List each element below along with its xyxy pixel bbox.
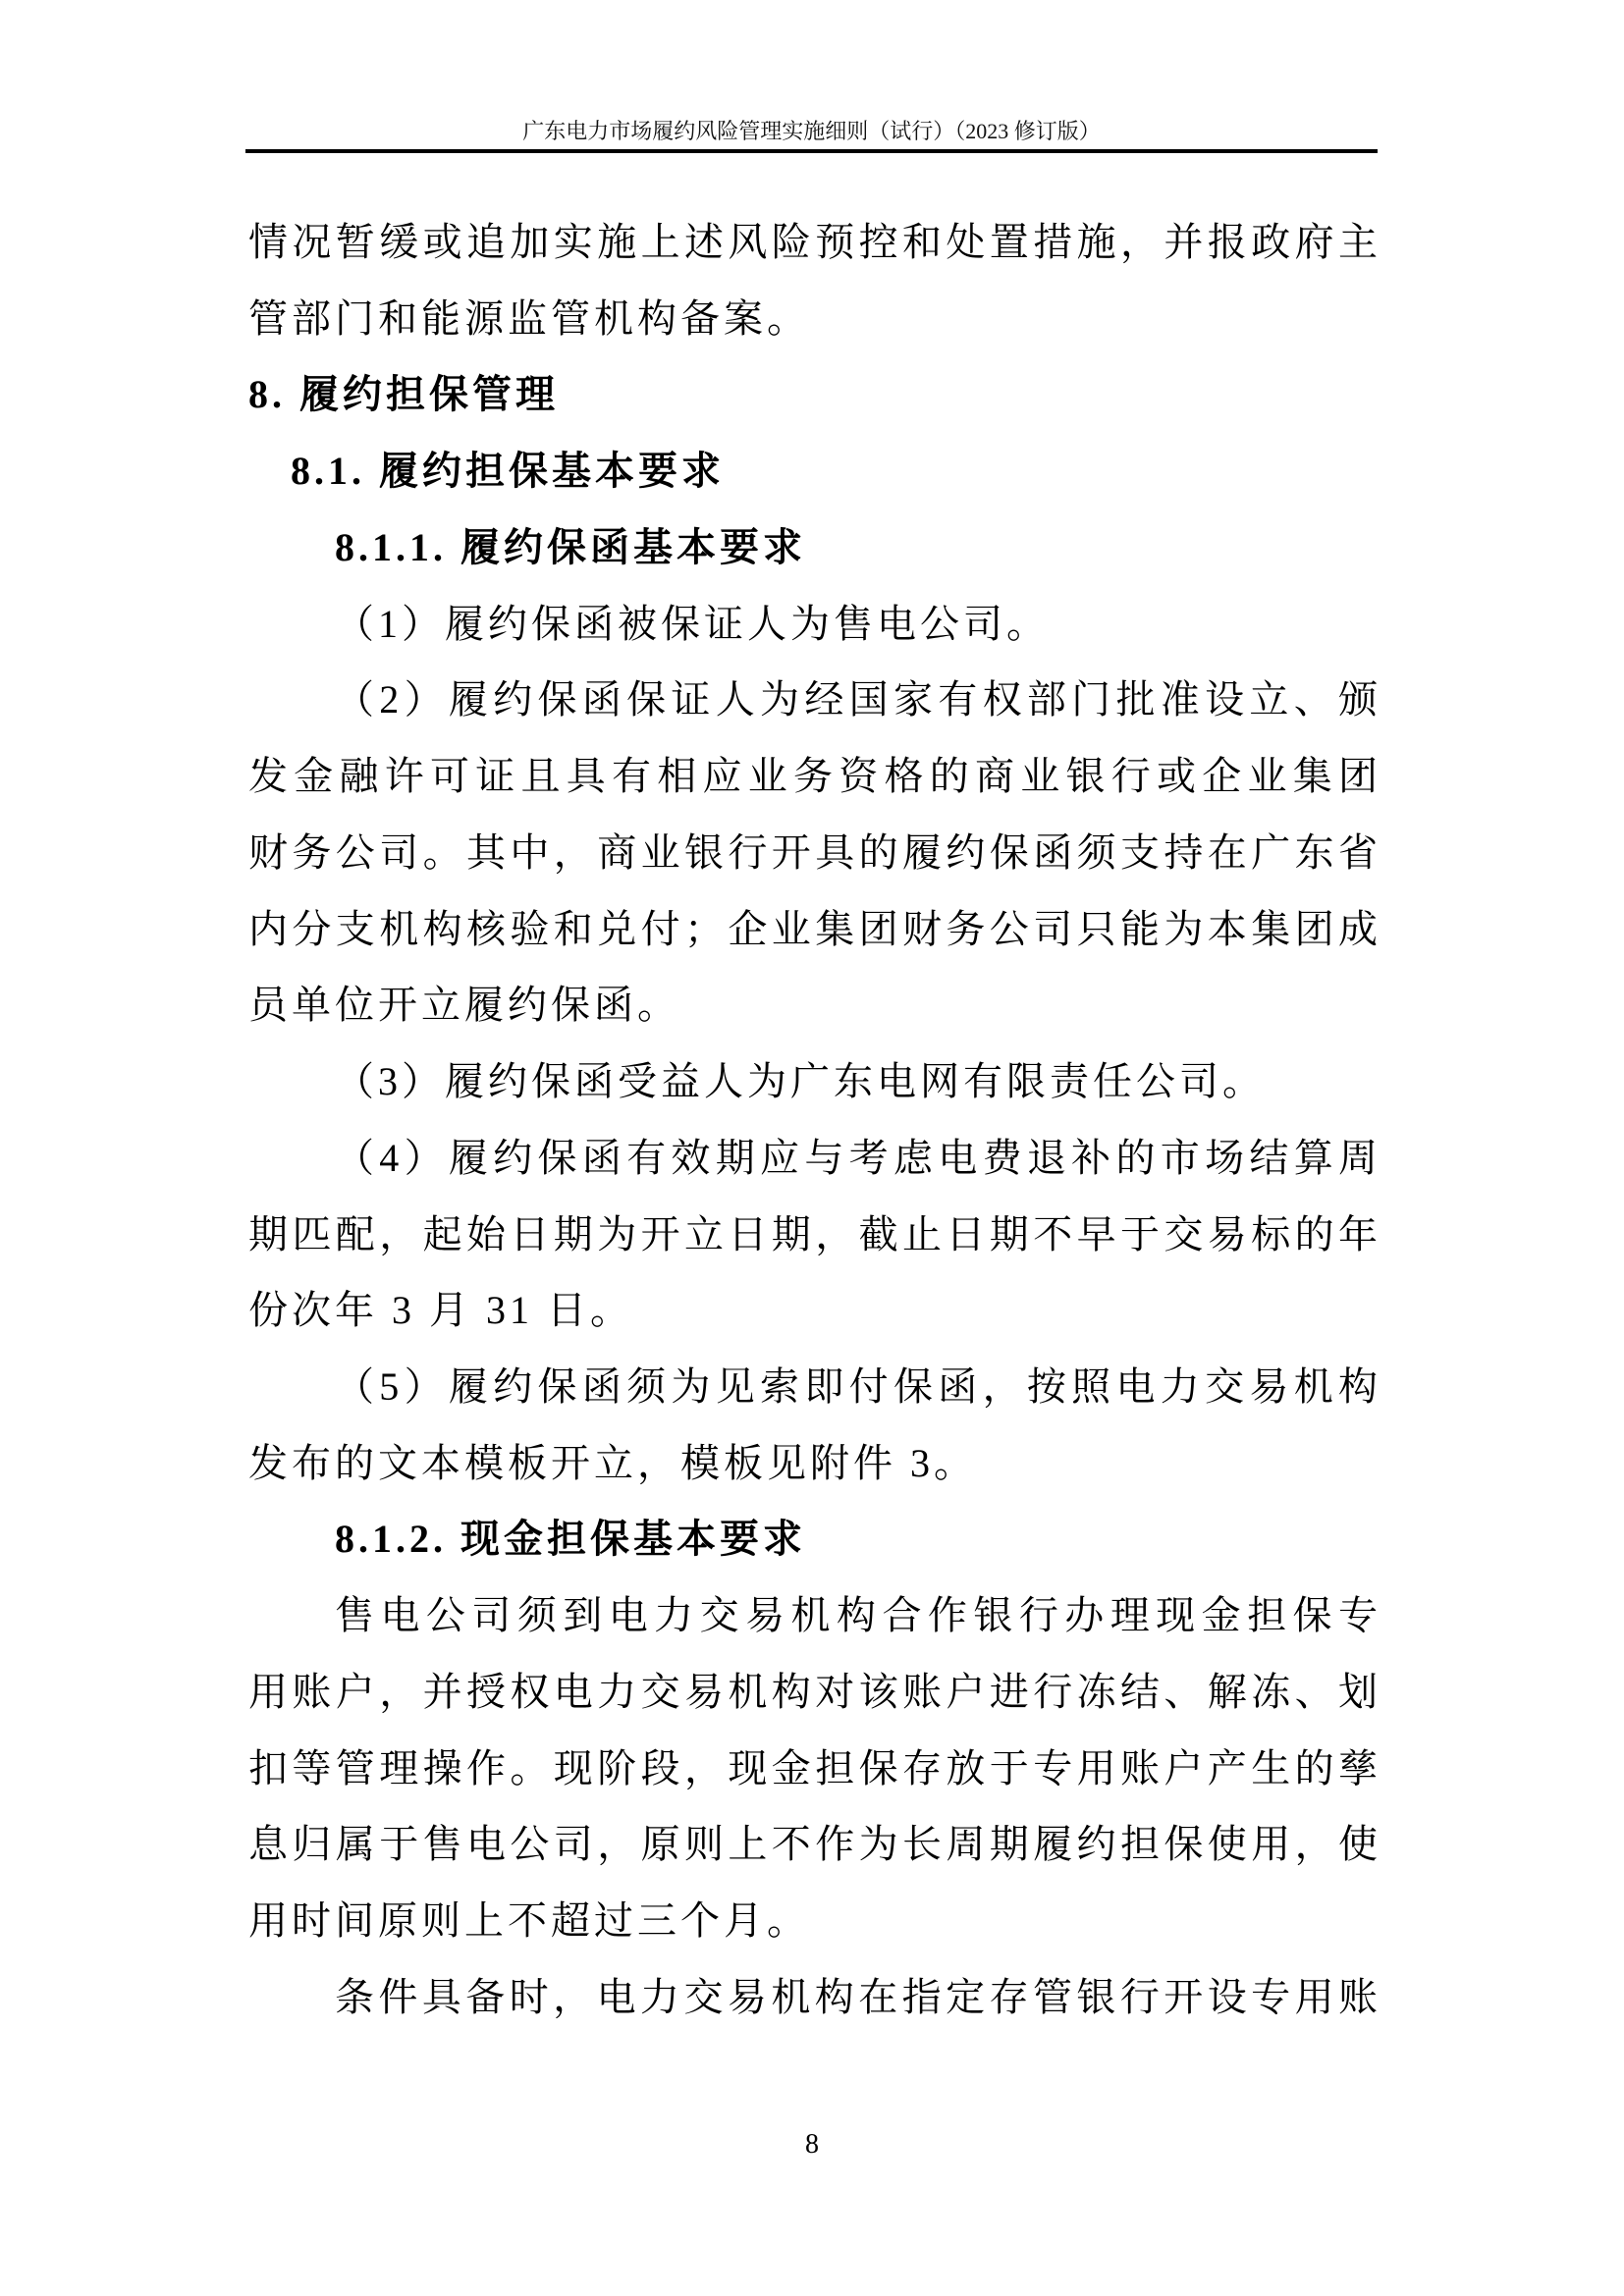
- list-item-5: [248, 1349, 1378, 1501]
- page-number: 8: [805, 2129, 819, 2160]
- section-heading-8-1-2: 8.1.2. 现金担保基本要求: [335, 1517, 806, 1562]
- list-item-3: [248, 1043, 1378, 1120]
- list-item-2: [248, 662, 1378, 1043]
- text-line: 期匹配，起始日期为开立日期，截止日期不早于交易标的年: [248, 1211, 1378, 1256]
- list-item-4: [248, 1120, 1378, 1349]
- paragraph-cash-guarantee: [248, 1577, 1378, 1959]
- section-heading-8-1-1: 8.1.1. 履约保函基本要求: [335, 524, 806, 569]
- section-heading-8-1: 8.1. 履约担保基本要求: [291, 449, 725, 494]
- text-line: 内分支机构核验和兑付；企业集团财务公司只能为本集团成: [248, 906, 1378, 951]
- section-heading-8: 8. 履约担保管理: [248, 372, 559, 417]
- text-line: 用时间原则上不超过三个月。: [248, 1898, 810, 1944]
- text-line: 扣等管理操作。现阶段，现金担保存放于专用账户产生的孳: [248, 1745, 1378, 1790]
- paragraph-conditions: [248, 1959, 1378, 2036]
- text-line: 管部门和能源监管机构备案。: [248, 295, 810, 341]
- text-line: 情况暂缓或追加实施上述风险预控和处置措施，并报政府主: [248, 220, 1378, 264]
- header-rule: [245, 149, 1378, 153]
- text-line: 份次年 3 月 31 日。: [248, 1288, 633, 1333]
- text-line: 用账户，并授权电力交易机构对该账户进行冻结、解冻、划: [248, 1669, 1378, 1714]
- text-line: （4）履约保函有效期应与考虑电费退补的市场结算周: [335, 1135, 1378, 1180]
- text-line: 发布的文本模板开立，模板见附件 3。: [248, 1440, 977, 1485]
- text-line: 员单位开立履约保函。: [248, 983, 680, 1028]
- document-body: [248, 204, 1378, 2036]
- paragraph-continuation: [248, 204, 1378, 356]
- text-line: （5）履约保函须为见索即付保函，按照电力交易机构: [335, 1364, 1378, 1410]
- text-line: （1）履约保函被保证人为售电公司。: [335, 601, 1050, 646]
- text-line: （3）履约保函受益人为广东电网有限责任公司。: [335, 1059, 1266, 1104]
- text-line: 发金融许可证且具有相应业务资格的商业银行或企业集团: [248, 754, 1378, 799]
- text-line: 售电公司须到电力交易机构合作银行办理现金担保专: [335, 1593, 1378, 1638]
- list-item-1: [248, 586, 1378, 663]
- running-header: 广东电力市场履约风险管理实施细则（试行）（2023 修订版）: [522, 119, 1101, 143]
- text-line: （2）履约保函保证人为经国家有权部门批准设立、颁: [335, 677, 1378, 722]
- text-line: 财务公司。其中，商业银行开具的履约保函须支持在广东省: [248, 829, 1378, 875]
- text-line: 条件具备时，电力交易机构在指定存管银行开设专用账: [335, 1974, 1378, 2019]
- text-line: 息归属于售电公司，原则上不作为长周期履约担保使用，使: [248, 1822, 1378, 1867]
